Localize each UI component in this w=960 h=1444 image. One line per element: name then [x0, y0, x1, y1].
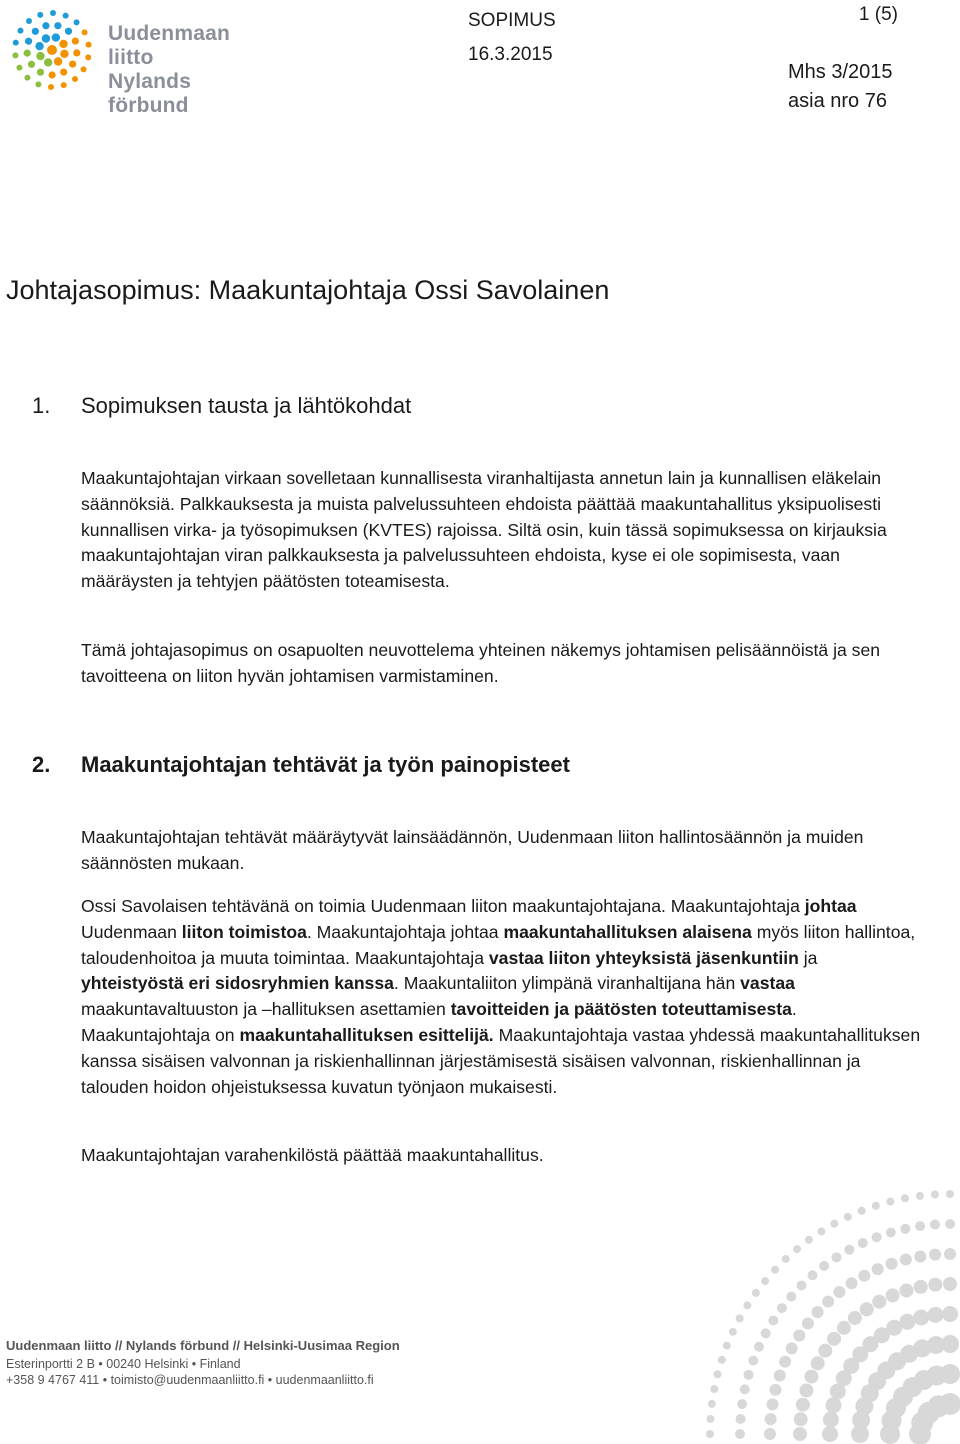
footer-dot	[823, 1412, 839, 1428]
footer-dot	[706, 1430, 714, 1438]
text-run: ja	[798, 947, 818, 968]
footer-dot	[899, 1283, 913, 1297]
logo-dot	[17, 28, 23, 34]
logo-dot	[59, 40, 67, 48]
footer-address: Esterinportti 2 B • 00240 Helsinki • Finland	[6, 1357, 241, 1371]
text-run: Ossi Savolaisen tehtävänä on toimia Uudenmaan liiton maakuntajohtajana. Maakuntajohtaja	[81, 896, 805, 916]
document-date: 16.3.2015	[468, 44, 553, 65]
footer-dot	[743, 1301, 751, 1309]
footer-dot	[848, 1311, 862, 1325]
logo-dot	[32, 28, 39, 35]
footer-dot	[706, 1415, 714, 1423]
footer-dot	[736, 1314, 744, 1322]
footer-dot	[833, 1286, 845, 1298]
section-2-paragraph-2	[81, 894, 921, 1100]
footer-dot	[928, 1307, 944, 1323]
document-type: SOPIMUS	[468, 10, 556, 31]
footer-dot	[771, 1266, 779, 1274]
logo-dot	[54, 57, 62, 65]
emphasis: vastaa liiton yhteyksistä jäsenkuntiin	[488, 947, 799, 968]
logo-dot	[52, 33, 60, 41]
footer-dot	[872, 1263, 884, 1275]
footer-dot	[770, 1384, 782, 1396]
logo-dot	[73, 49, 80, 56]
text-run: myös liiton hallintoa, taloudenhoitoa ja muuta toimintaa. Maakuntajohtaja	[81, 921, 916, 968]
footer-dot	[723, 1342, 731, 1350]
logo-dot	[12, 52, 18, 58]
footer-dot	[822, 1296, 834, 1308]
footer-dot	[718, 1356, 726, 1364]
logo-dot	[85, 54, 91, 60]
section-2-paragraph-3: Maakuntajohtajan varahenkilöstä päättää maakuntahallitus.	[81, 1145, 544, 1165]
footer-dot	[822, 1426, 838, 1442]
footer-dot	[872, 1202, 880, 1210]
organization-logo	[6, 4, 266, 117]
footer-dot	[946, 1190, 954, 1198]
footer-dot	[901, 1194, 909, 1202]
footer-dot	[860, 1302, 874, 1316]
logo-dot	[42, 34, 50, 42]
logo-dot	[16, 65, 22, 71]
footer-contact-info: +358 9 4767 411 • toimisto@uudenmaanliitto.fi • uudenmaanliitto.fi	[6, 1373, 374, 1387]
footer-dot	[846, 1277, 858, 1289]
footer-dot	[729, 1328, 737, 1336]
section-2-paragraph-1: Maakuntajohtajan tehtävät määräytyvät lainsäädännön, Uudenmaan liiton hallintosäännön ja muiden säännösten mukaan.	[81, 827, 864, 873]
footer-dot	[858, 1238, 868, 1248]
logo-dot	[35, 81, 41, 87]
text-run: Maakuntajohtaja vastaa yhdessä maakuntahallituksen kanssa sisäisen valvonnan ja riskienhallinnan järjestämisestä sisäisen valvonnan, riskienhallinnan ja talouden hoidon ohjeistuksessa kuvatun työnjaon mukaisesti.	[81, 1024, 921, 1097]
footer-dot	[807, 1270, 817, 1280]
logo-dot	[81, 66, 87, 72]
logo-dot	[65, 28, 72, 35]
text-run: Uudenmaan	[81, 921, 182, 942]
footer-dot	[945, 1219, 955, 1229]
footer-dot	[858, 1270, 870, 1282]
footer-dot	[929, 1249, 941, 1261]
footer-dot	[914, 1250, 926, 1262]
logo-dot	[36, 52, 44, 60]
page-number: 1 (5)	[858, 4, 898, 25]
footer-dot	[710, 1385, 718, 1393]
logo-dot	[60, 50, 68, 58]
footer-dot	[796, 1398, 810, 1412]
footer-dot	[782, 1255, 790, 1263]
footer-dot	[793, 1427, 807, 1441]
footer-dot	[900, 1254, 912, 1266]
emphasis: vastaa	[740, 973, 795, 994]
footer-dot	[886, 1228, 896, 1238]
footer-dot	[765, 1413, 777, 1425]
logo-dot	[24, 75, 30, 81]
footer-dot	[858, 1207, 866, 1215]
footer-dot	[793, 1330, 805, 1342]
reference-number: Mhs 3/2015	[788, 61, 893, 83]
section-number: 2.	[32, 752, 51, 777]
logo-dot	[60, 68, 67, 75]
logo-dot	[44, 58, 52, 66]
logo-dot	[54, 22, 61, 29]
footer-dot	[872, 1232, 882, 1242]
document-title: Johtajasopimus: Maakuntajohtaja Ossi Savolainen	[6, 275, 610, 305]
emphasis: tavoitteiden ja päätösten toteuttamisesta	[450, 999, 792, 1020]
logo-dot	[13, 40, 19, 46]
footer-dot	[714, 1370, 722, 1378]
document-reference	[788, 58, 893, 116]
footer-dot	[900, 1224, 910, 1234]
footer-dot	[786, 1342, 798, 1354]
footer-dot	[779, 1356, 791, 1368]
section-number: 1.	[32, 393, 51, 418]
logo-dot	[37, 69, 44, 76]
text-run: . Maakuntajohtaja johtaa	[306, 921, 504, 942]
logo-dot	[72, 37, 79, 44]
text-run: maakuntavaltuuston ja –hallituksen asettamien	[81, 999, 451, 1020]
footer-dot	[794, 1412, 808, 1426]
footer-dot	[735, 1429, 745, 1439]
case-number: asia nro 76	[788, 90, 887, 112]
logo-dot	[48, 84, 54, 90]
footer-dot	[914, 1280, 928, 1294]
section-1-paragraph-2: Tämä johtajasopimus on osapuolten neuvottelema yhteinen näkemys johtamisen pelisäännöistä ja sen tavoitteena on liiton hyvän johtamisen varmistaminen.	[81, 640, 881, 686]
footer-dot	[761, 1328, 771, 1338]
footer-dot	[818, 1344, 832, 1358]
logo-text-fi: Uudenmaan liitto	[108, 22, 230, 69]
footer-dot	[812, 1306, 824, 1318]
footer-dot	[837, 1321, 851, 1335]
footer-dot	[825, 1397, 841, 1413]
footer-contact	[6, 1336, 400, 1388]
emphasis: johtaa	[804, 896, 857, 916]
footer-dot	[872, 1295, 886, 1309]
footer-dot	[766, 1398, 778, 1410]
logo-dot	[42, 22, 49, 29]
logo-dot	[61, 82, 67, 88]
footer-dot	[805, 1236, 813, 1244]
logo-dot	[50, 10, 56, 16]
logo-dot	[24, 50, 31, 57]
section-1-paragraph-1: Maakuntajohtajan virkaan sovelletaan kunnallisesta viranhaltijasta annetun lain ja kunnallisen eläkelain säännöksiä. Palkkauksesta ja muista palvelussuhteen ehdoista päättää maakuntahallitus yksipuolisesti kunnallisen virka- ja työsopimuksen (KVTES) rajoissa. Siltä osin, kuin tässä sopimuksessa on kirjauksia maakuntajohtajan viran palkkauksesta ja palvelussuhteen ehdoista, kyse ei ole sopimisesta, vaan määräysten ja tehtyjen päätösten toteamisesta.	[81, 468, 887, 592]
section-title: Sopimuksen tausta ja lähtökohdat	[81, 393, 412, 418]
footer-dot	[831, 1252, 841, 1262]
footer-dot	[736, 1414, 746, 1424]
logo-dot	[25, 38, 32, 45]
footer-dot	[797, 1281, 807, 1291]
footer-dot	[819, 1261, 829, 1271]
footer-dot	[748, 1356, 758, 1366]
document-header-meta	[468, 4, 556, 72]
logo-dot	[37, 12, 43, 18]
footer-dot	[774, 1370, 786, 1382]
logo-dot	[49, 71, 56, 78]
footer-dot	[942, 1306, 958, 1322]
footer-dot	[754, 1342, 764, 1352]
emphasis: yhteistyöstä eri sidosryhmien kanssa	[81, 973, 394, 994]
emphasis: liiton toimistoa	[181, 921, 307, 942]
footer-dot	[943, 1277, 957, 1291]
footer-dot	[811, 1356, 825, 1370]
logo-text-sv: Nylands förbund	[108, 70, 192, 117]
sun-dots-logo-icon	[6, 4, 106, 96]
logo-dot	[28, 61, 35, 68]
footer-dot	[940, 1364, 960, 1384]
footer-dot	[740, 1384, 750, 1394]
logo-dot	[72, 76, 78, 82]
logo-dot	[74, 19, 80, 25]
footer-dot	[737, 1399, 747, 1409]
emphasis: maakuntahallituksen alaisena	[503, 921, 752, 942]
footer-dot	[708, 1400, 716, 1408]
text-run: . Maakuntaliiton ylimpänä viranhaltijana hän	[393, 973, 741, 994]
footer-gray-dots-decoration-icon	[700, 1184, 960, 1444]
text-run: . Maakuntajohtaja on	[81, 999, 797, 1045]
footer-dot	[802, 1317, 814, 1329]
footer-dot	[913, 1309, 929, 1325]
footer-dot	[915, 1221, 925, 1231]
logo-dot	[86, 42, 92, 48]
footer-dot	[830, 1220, 838, 1228]
footer-dot	[886, 1258, 898, 1270]
logo-text	[108, 22, 266, 118]
footer-dot	[799, 1383, 813, 1397]
footer-dot	[752, 1289, 760, 1297]
footer-dot	[768, 1315, 778, 1325]
footer-dot	[793, 1245, 801, 1253]
footer-dot	[744, 1370, 754, 1380]
footer-dot	[777, 1303, 787, 1313]
footer-dot	[804, 1370, 818, 1384]
footer-dot	[928, 1278, 942, 1292]
footer-dot	[761, 1277, 769, 1285]
logo-dot	[35, 42, 43, 50]
logo-dot	[26, 18, 32, 24]
footer-dot	[941, 1335, 959, 1353]
logo-dot	[82, 29, 88, 35]
footer-dot	[844, 1213, 852, 1221]
section-title: Maakuntajohtajan tehtävät ja työn painopisteet	[81, 752, 570, 777]
footer-dot	[930, 1220, 940, 1230]
footer-dot	[844, 1245, 854, 1255]
footer-dot	[916, 1192, 924, 1200]
footer-dot	[886, 1198, 894, 1206]
footer-dot	[764, 1428, 776, 1440]
footer-organization: Uudenmaan liitto // Nylands förbund // Helsinki-Uusimaa Region	[6, 1338, 400, 1353]
footer-dot	[899, 1314, 915, 1330]
footer-dot	[944, 1248, 956, 1260]
footer-dot	[939, 1393, 960, 1415]
emphasis: maakuntahallituksen esittelijä.	[239, 1024, 494, 1045]
logo-dot	[63, 13, 69, 19]
footer-dot	[931, 1190, 939, 1198]
footer-dot	[786, 1291, 796, 1301]
footer-dot	[827, 1332, 841, 1346]
logo-dot	[47, 45, 57, 55]
footer-dot	[817, 1227, 825, 1235]
logo-dot	[69, 61, 76, 68]
footer-dot	[886, 1288, 900, 1302]
